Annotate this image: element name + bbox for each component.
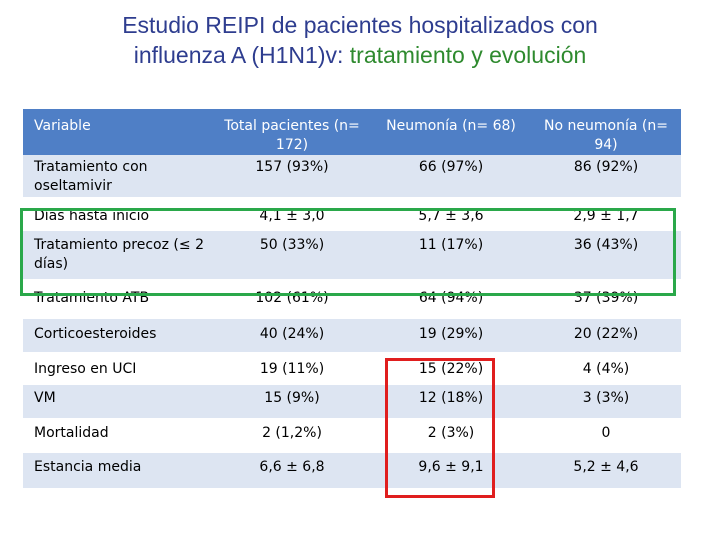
title-line-2-main: influenza A (H1N1)v: [133, 42, 350, 68]
table-row [23, 197, 681, 231]
cell-no-neumonia: 4 (4%) [531, 352, 681, 385]
table-row [23, 155, 681, 197]
cell-no-neumonia: 2,9 ± 1,7 [531, 197, 681, 231]
cell-no-neumonia: 37 (39%) [531, 279, 681, 319]
row-label: Tratamiento ATB [23, 279, 213, 319]
results-table [23, 109, 681, 488]
row-label: VM [23, 385, 213, 418]
table-header-row [23, 109, 681, 155]
cell-neumonia: 12 (18%) [371, 385, 531, 418]
cell-no-neumonia: 5,2 ± 4,6 [531, 453, 681, 488]
row-label: Ingreso en UCI [23, 352, 213, 385]
cell-total: 157 (93%) [213, 155, 371, 197]
header-neumonia: Neumonía (n= 68) [371, 109, 531, 155]
title-line-2 [0, 40, 720, 70]
cell-total: 15 (9%) [213, 385, 371, 418]
cell-total: 40 (24%) [213, 319, 371, 352]
table-row [23, 418, 681, 453]
table-row [23, 231, 681, 279]
header-total: Total pacientes (n= 172) [213, 109, 371, 155]
row-label: Tratamiento con oseltamivir [23, 155, 213, 197]
cell-total: 6,6 ± 6,8 [213, 453, 371, 488]
row-label: Estancia media [23, 453, 213, 488]
cell-total: 19 (11%) [213, 352, 371, 385]
table-row [23, 319, 681, 352]
cell-neumonia: 66 (97%) [371, 155, 531, 197]
cell-neumonia: 64 (94%) [371, 279, 531, 319]
cell-no-neumonia: 3 (3%) [531, 385, 681, 418]
header-no-neumonia: No neumonía (n= 94) [531, 109, 681, 155]
cell-total: 50 (33%) [213, 231, 371, 279]
cell-neumonia: 5,7 ± 3,6 [371, 197, 531, 231]
cell-total: 2 (1,2%) [213, 418, 371, 453]
row-label: Mortalidad [23, 418, 213, 453]
cell-no-neumonia: 0 [531, 418, 681, 453]
table-row [23, 352, 681, 385]
header-variable: Variable [23, 109, 213, 155]
cell-no-neumonia: 36 (43%) [531, 231, 681, 279]
row-label: Corticoesteroides [23, 319, 213, 352]
slide-title [0, 10, 720, 70]
row-label: Tratamiento precoz (≤ 2 días) [23, 231, 213, 279]
table-row [23, 453, 681, 488]
cell-no-neumonia: 20 (22%) [531, 319, 681, 352]
table-row [23, 279, 681, 319]
cell-neumonia: 19 (29%) [371, 319, 531, 352]
cell-total: 102 (61%) [213, 279, 371, 319]
title-line-2-accent: tratamiento y evolución [349, 42, 587, 68]
cell-neumonia: 15 (22%) [371, 352, 531, 385]
title-line-1: Estudio REIPI de pacientes hospitalizados con [122, 12, 598, 38]
row-label: Días hasta inicio [23, 197, 213, 231]
cell-neumonia: 11 (17%) [371, 231, 531, 279]
cell-neumonia: 2 (3%) [371, 418, 531, 453]
cell-no-neumonia: 86 (92%) [531, 155, 681, 197]
cell-neumonia: 9,6 ± 9,1 [371, 453, 531, 488]
table-row [23, 385, 681, 418]
cell-total: 4,1 ± 3,0 [213, 197, 371, 231]
